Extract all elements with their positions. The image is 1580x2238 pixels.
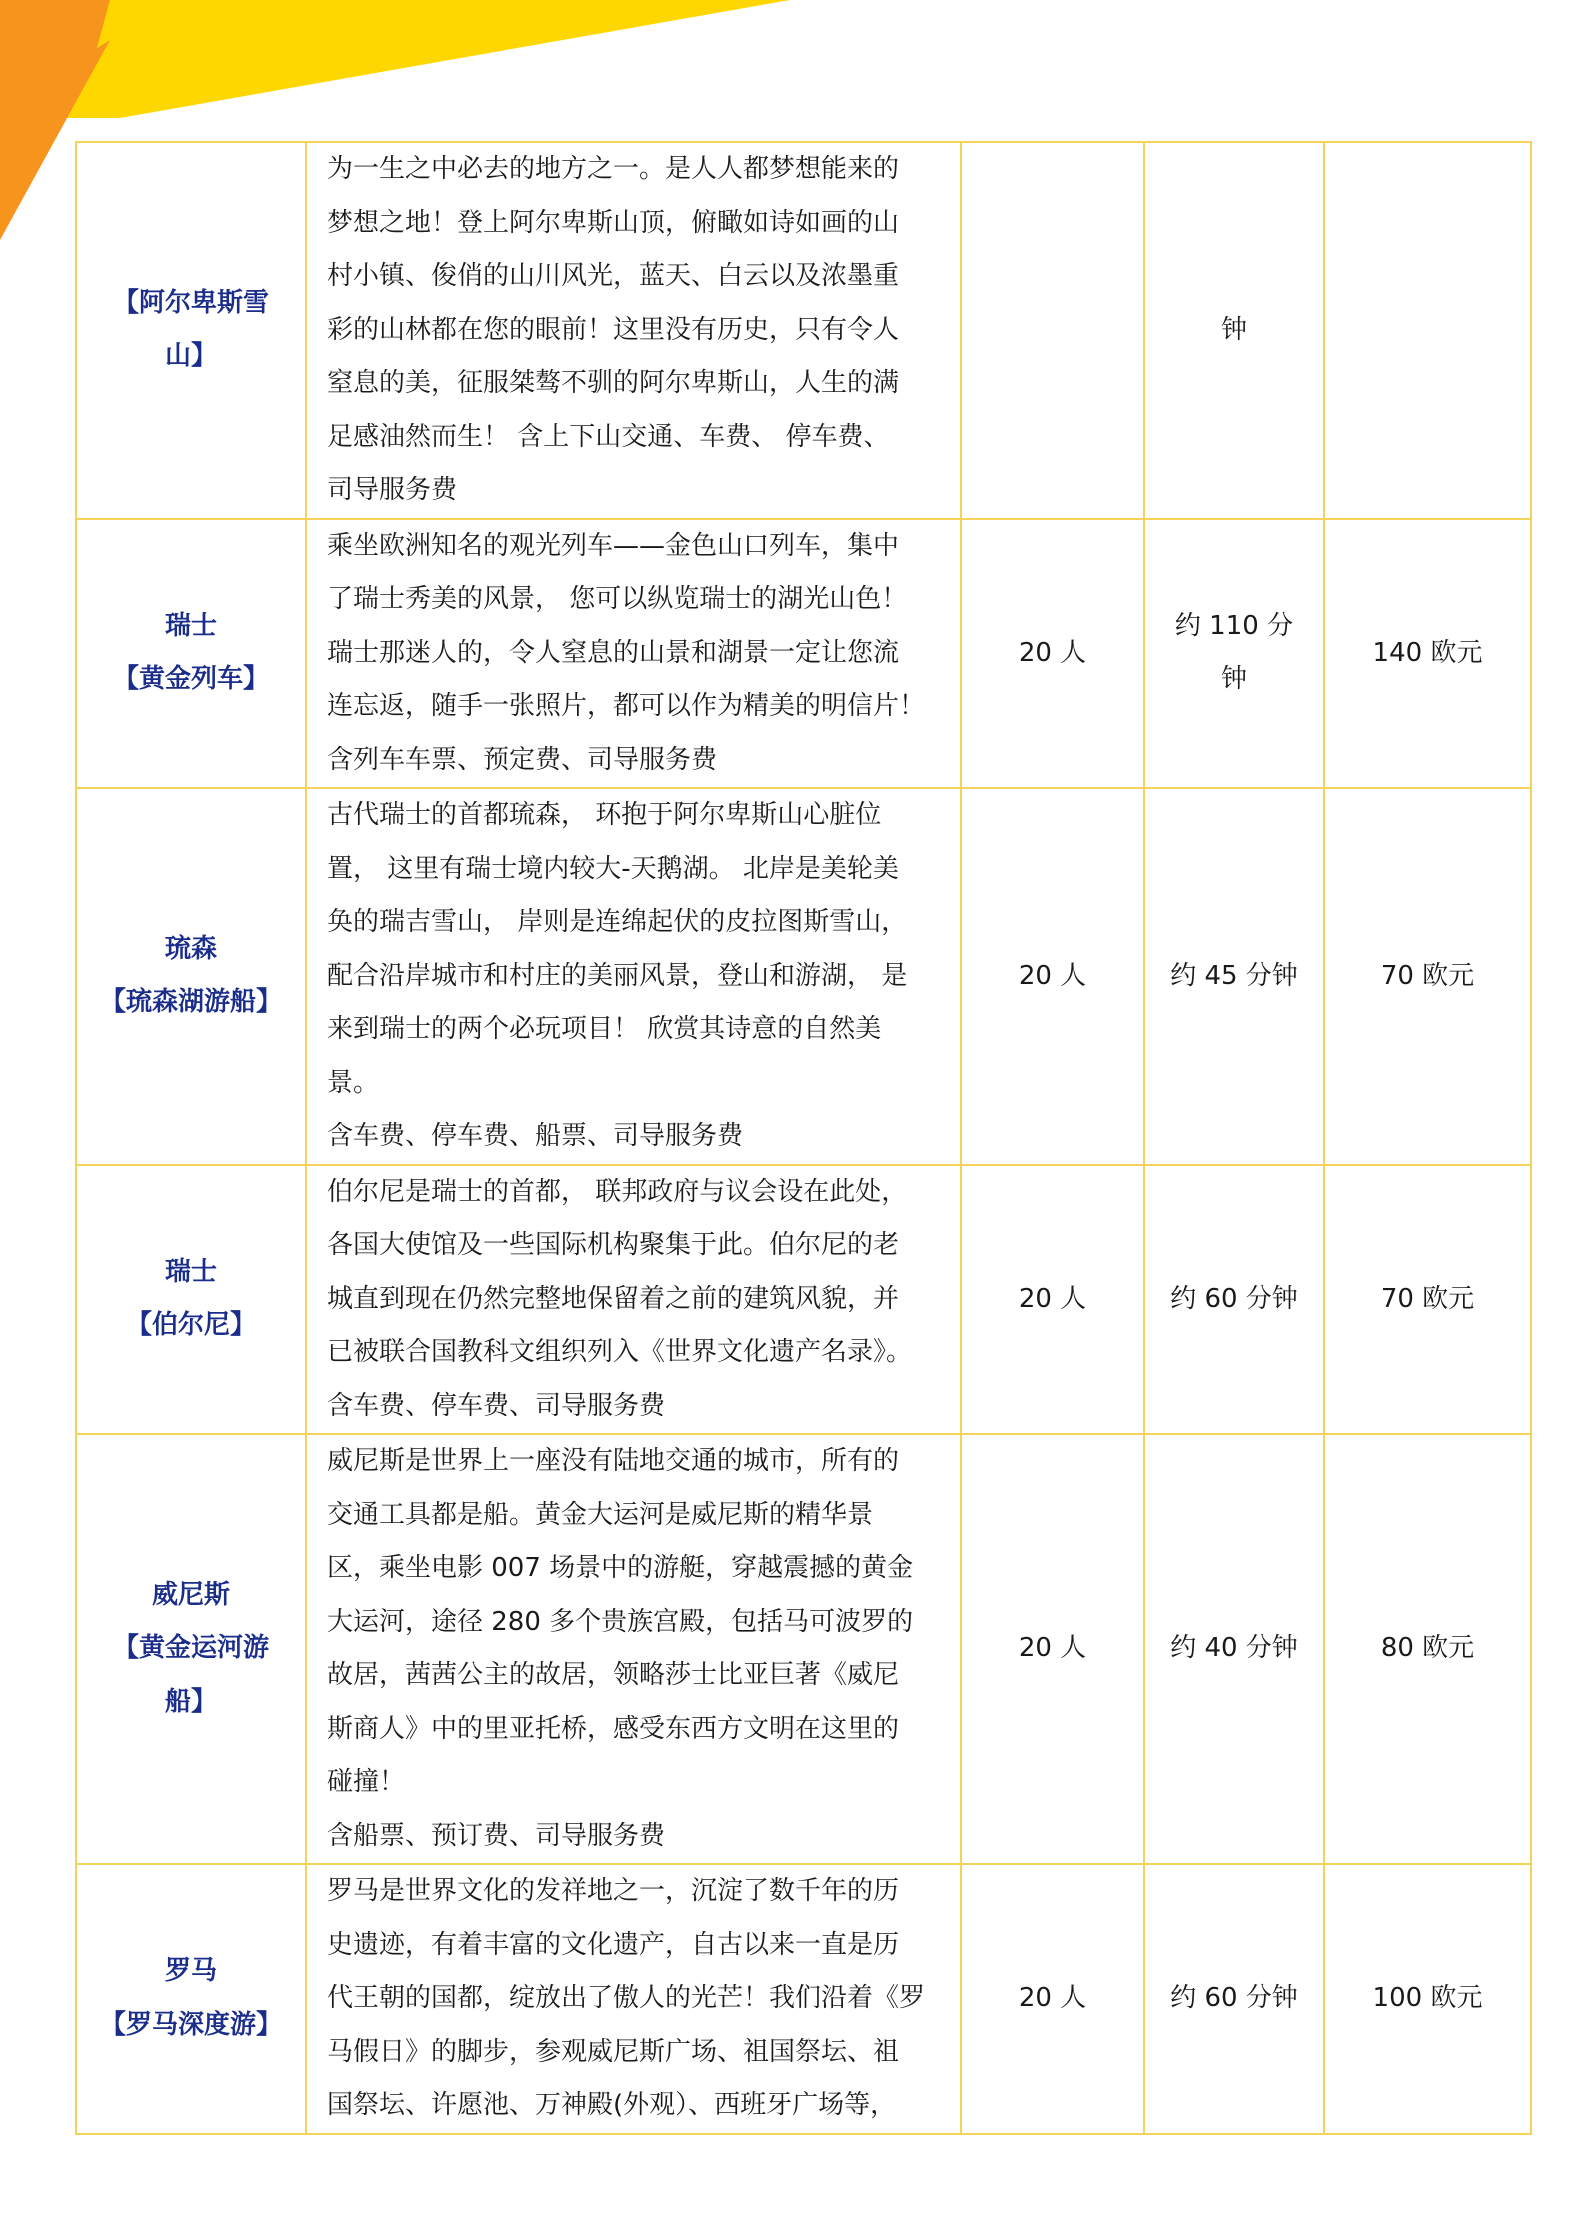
attraction-name-line: 【黄金运河游 — [112, 1633, 269, 1664]
table-row — [76, 1864, 1531, 2134]
duration-line: 约 60 分钟 — [1170, 1983, 1298, 2013]
attraction-name-line: 【伯尔尼】 — [125, 1310, 256, 1341]
table-row — [76, 519, 1531, 789]
description-line: 威尼斯是世界上一座没有陆地交通的城市，所有的 — [327, 1446, 900, 1476]
table-row — [76, 1165, 1531, 1435]
duration — [1144, 1434, 1324, 1864]
description-line: 彩的山林都在您的眼前！这里没有历史，只有令人 — [327, 314, 900, 345]
group-size: 20 人 — [961, 788, 1144, 1165]
description-line: 国祭坛、许愿池、万神殿(外观）、西班牙广场等， — [327, 2090, 897, 2120]
description-line: 瑞士那迷人的，令人窒息的山景和湖景一定让您流 — [327, 637, 900, 668]
group-size: 20 人 — [961, 1864, 1144, 2134]
price: 80 欧元 — [1324, 1434, 1531, 1864]
attraction-name-line: 【琉森湖游船】 — [99, 987, 282, 1018]
duration-line: 约 45 分钟 — [1170, 960, 1298, 991]
group-size — [961, 142, 1144, 519]
description-line: 马假日》的脚步，参观威尼斯广场、祖国祭坛、祖 — [327, 2036, 900, 2067]
price: 70 欧元 — [1324, 788, 1531, 1165]
attraction-name — [76, 788, 306, 1165]
attraction-description — [306, 1434, 961, 1864]
description-line: 罗马是世界文化的发祥地之一，沉淀了数千年的历 — [327, 1876, 900, 1906]
description-line: 代王朝的国都，绽放出了傲人的光芒！我们沿着《罗 — [327, 1983, 926, 2013]
duration — [1144, 1165, 1324, 1435]
attraction-description — [306, 519, 961, 789]
attraction-name-line: 威尼斯 — [151, 1579, 230, 1610]
duration — [1144, 788, 1324, 1165]
description-line: 含车费、停车费、船票、司导服务费 — [327, 1121, 744, 1151]
duration-line: 钟 — [1220, 314, 1247, 345]
price — [1324, 142, 1531, 519]
duration-line: 约 110 分 — [1174, 610, 1294, 641]
description-line: 置， 这里有瑞士境内较大-天鹅湖。 北岸是美轮美 — [327, 853, 899, 884]
itinerary-table — [75, 141, 1532, 2135]
table-row — [76, 1434, 1531, 1864]
description-line: 足感油然而生！ 含上下山交通、车费、 停车费、 — [327, 421, 890, 452]
description-line: 碰撞！ — [327, 1767, 406, 1797]
duration-line: 钟 — [1220, 664, 1247, 695]
duration-line: 约 40 分钟 — [1170, 1633, 1298, 1664]
description-line: 了瑞士秀美的风景， 您可以纵览瑞士的湖光山色！ — [327, 584, 908, 614]
attraction-name-line: 罗马 — [164, 1956, 217, 1987]
attraction-name — [76, 1864, 306, 2134]
description-line: 村小镇、俊俏的山川风光，蓝天、白云以及浓墨重 — [327, 261, 900, 291]
price: 70 欧元 — [1324, 1165, 1531, 1435]
description-line: 含列车车票、预定费、司导服务费 — [327, 744, 718, 775]
description-line: 为一生之中必去的地方之一。是人人都梦想能来的 — [327, 154, 900, 184]
price: 100 欧元 — [1324, 1864, 1531, 2134]
duration-line: 约 60 分钟 — [1170, 1283, 1298, 1314]
description-line: 含船票、预订费、司导服务费 — [327, 1820, 666, 1851]
description-line: 伯尔尼是瑞士的首都， 联邦政府与议会设在此处， — [327, 1176, 908, 1207]
attraction-name-line: 【罗马深度游】 — [99, 2009, 282, 2040]
attraction-name-line: 瑞士 — [164, 1256, 217, 1287]
attraction-name-line: 瑞士 — [164, 610, 217, 641]
attraction-name-line: 琉森 — [164, 933, 217, 964]
description-line: 已被联合国教科文组织列入《世界文化遗产名录》。 — [327, 1337, 913, 1367]
description-line: 来到瑞士的两个必玩项目！ 欣赏其诗意的自然美 — [327, 1014, 882, 1044]
attraction-name-line: 【黄金列车】 — [112, 664, 269, 695]
attraction-name — [76, 519, 306, 789]
description-line: 交通工具都是船。黄金大运河是威尼斯的精华景 — [327, 1499, 874, 1530]
description-line: 斯商人》中的里亚托桥，感受东西方文明在这里的 — [327, 1713, 900, 1744]
attraction-name — [76, 1165, 306, 1435]
table-row — [76, 142, 1531, 519]
group-size: 20 人 — [961, 1434, 1144, 1864]
attraction-name-line: 船】 — [164, 1686, 217, 1717]
attraction-description — [306, 1864, 961, 2134]
description-line: 含车费、停车费、司导服务费 — [327, 1390, 666, 1421]
price: 140 欧元 — [1324, 519, 1531, 789]
description-line: 大运河，途径 280 多个贵族宫殿，包括马可波罗的 — [327, 1606, 914, 1637]
description-line: 古代瑞士的首都琉森， 环抱于阿尔卑斯山心脏位 — [327, 800, 882, 830]
group-size: 20 人 — [961, 519, 1144, 789]
attraction-description — [306, 1165, 961, 1435]
description-line: 连忘返，随手一张照片，都可以作为精美的明信片！ — [327, 691, 926, 721]
description-line: 梦想之地！登上阿尔卑斯山顶，俯瞰如诗如画的山 — [327, 207, 900, 238]
duration — [1144, 519, 1324, 789]
description-line: 奂的瑞吉雪山， 岸则是连绵起伏的皮拉图斯雪山， — [327, 907, 908, 937]
attraction-name-line: 【阿尔卑斯雪 — [112, 287, 269, 318]
description-line: 配合沿岸城市和村庄的美丽风景，登山和游湖， 是 — [327, 960, 908, 991]
description-line: 区，乘坐电影 007 场景中的游艇，穿越震撼的黄金 — [327, 1553, 914, 1583]
attraction-description — [306, 142, 961, 519]
table-row — [76, 788, 1531, 1165]
description-line: 故居，茜茜公主的故居，领略莎士比亚巨著《威尼 — [327, 1660, 900, 1690]
description-line: 乘坐欧洲知名的观光列车——金色山口列车，集中 — [327, 530, 900, 561]
duration — [1144, 142, 1324, 519]
description-line: 窒息的美，征服桀骜不驯的阿尔卑斯山，人生的满 — [327, 368, 900, 398]
description-line: 司导服务费 — [327, 475, 458, 505]
attraction-name — [76, 142, 306, 519]
attraction-description — [306, 788, 961, 1165]
description-line: 景。 — [327, 1067, 380, 1098]
description-line: 城直到现在仍然完整地保留着之前的建筑风貌，并 — [327, 1283, 900, 1314]
description-line: 各国大使馆及一些国际机构聚集于此。伯尔尼的老 — [327, 1230, 900, 1260]
description-line: 史遗迹，有着丰富的文化遗产，自古以来一直是历 — [327, 1929, 900, 1960]
duration — [1144, 1864, 1324, 2134]
group-size: 20 人 — [961, 1165, 1144, 1435]
attraction-name — [76, 1434, 306, 1864]
attraction-name-line: 山】 — [164, 341, 217, 372]
